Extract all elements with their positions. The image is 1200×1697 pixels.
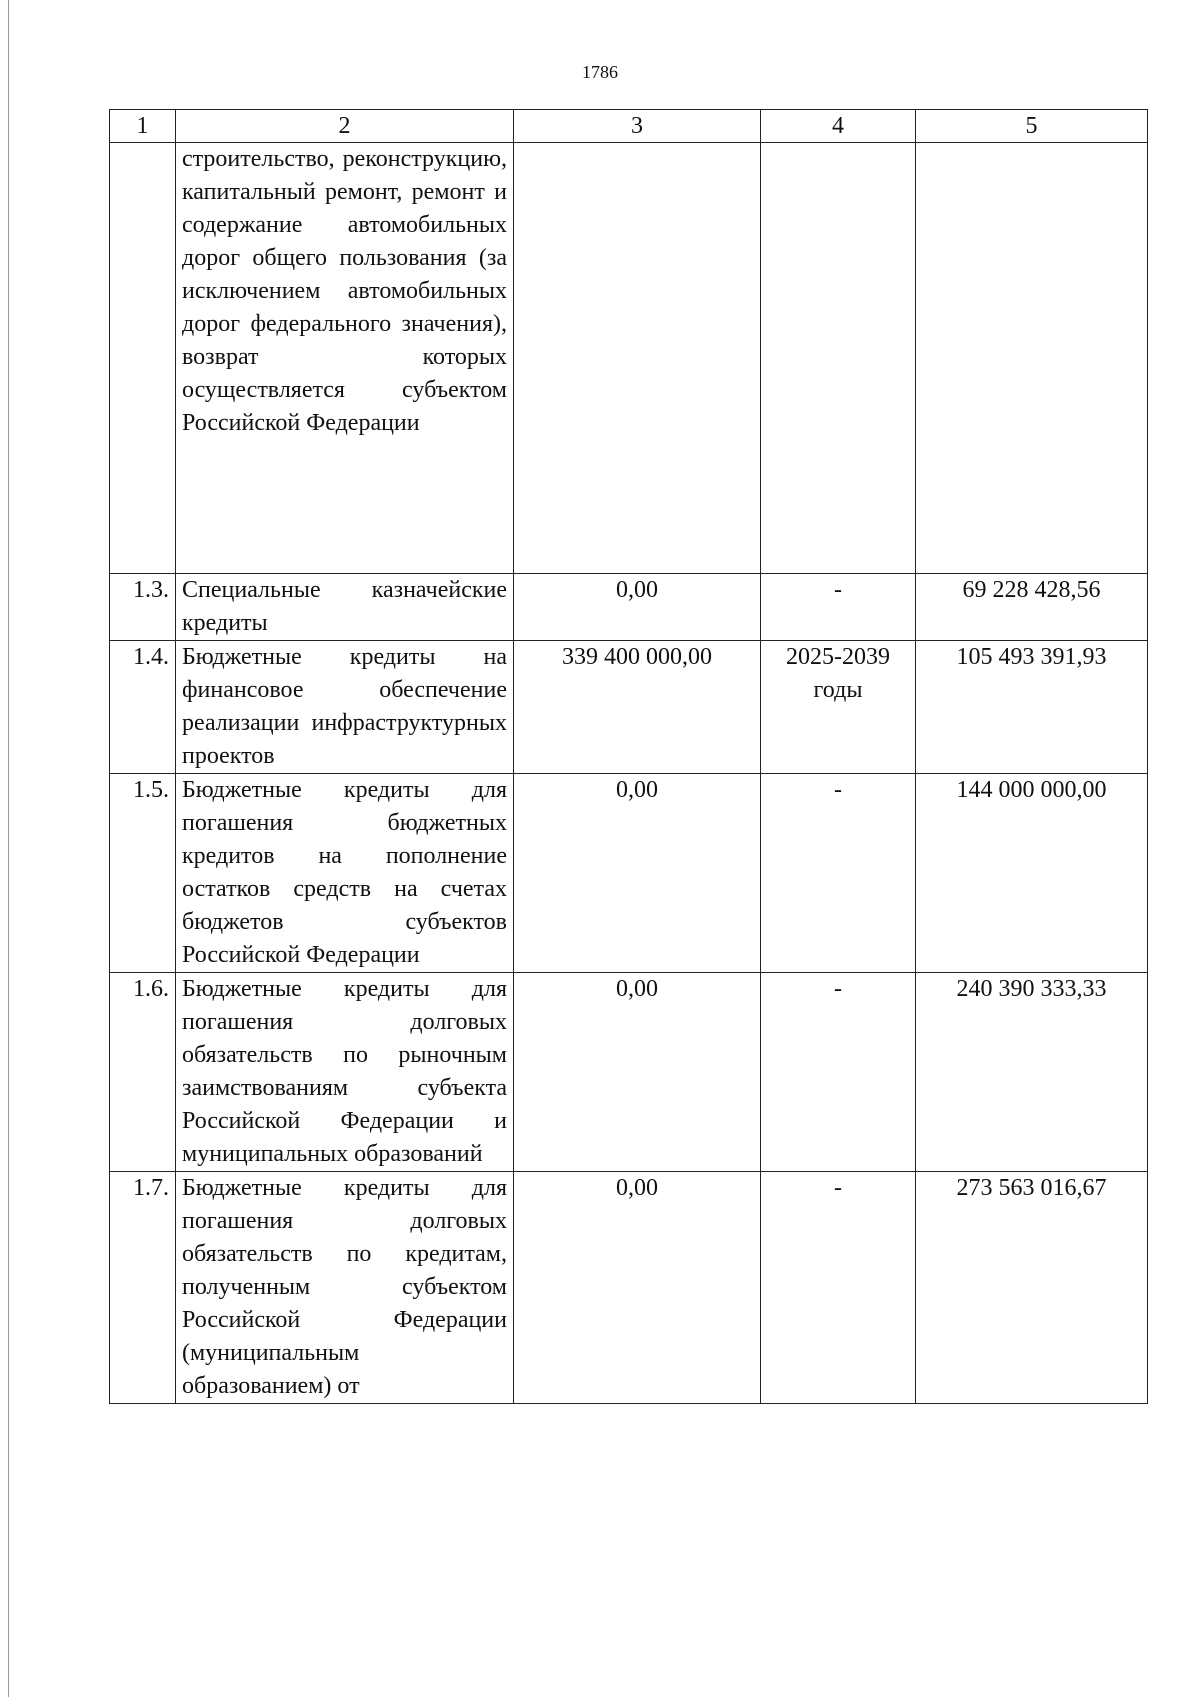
cell-col3: 0,00: [514, 574, 761, 641]
cell-name: строительство, реконструкцию, капитальный ремонт, ремонт и содержание автомобильных дорог общего пользования (за исключением автомобильных дорог федерального значения), возврат которых осуществляется субъектом Российской Федерации: [176, 143, 514, 574]
cell-col5: 273 563 016,67: [916, 1172, 1148, 1404]
cell-col4: -: [761, 774, 916, 973]
cell-name: Специальные казначейские кредиты: [176, 574, 514, 641]
table-row-1-7: [110, 1172, 1148, 1404]
cell-col5: 144 000 000,00: [916, 774, 1148, 973]
table-row-1-6: [110, 973, 1148, 1172]
cell-name: Бюджетные кредиты для погашения бюджетных кредитов на пополнение остатков средств на счетах бюджетов субъектов Российской Федерации: [176, 774, 514, 973]
table-row-1-5: [110, 774, 1148, 973]
cell-col4: [761, 143, 916, 574]
cell-col3: 0,00: [514, 774, 761, 973]
cell-col4: -: [761, 973, 916, 1172]
table-row-1-4: [110, 641, 1148, 774]
debt-table: [109, 109, 1148, 1404]
cell-col4: 2025-2039 годы: [761, 641, 916, 774]
cell-num: 1.6.: [110, 973, 176, 1172]
header-col-2: 2: [176, 110, 514, 143]
header-col-5: 5: [916, 110, 1148, 143]
cell-num: [110, 143, 176, 574]
cell-col3: [514, 143, 761, 574]
cell-col3: 0,00: [514, 973, 761, 1172]
header-col-4: 4: [761, 110, 916, 143]
cell-col5: 105 493 391,93: [916, 641, 1148, 774]
table-row-continuation: [110, 143, 1148, 574]
cell-col5: 69 228 428,56: [916, 574, 1148, 641]
header-col-3: 3: [514, 110, 761, 143]
cell-num: 1.5.: [110, 774, 176, 973]
table-header-row: [110, 110, 1148, 143]
cell-num: 1.3.: [110, 574, 176, 641]
page-number: 1786: [582, 62, 618, 82]
cell-col4: -: [761, 574, 916, 641]
cell-num: 1.4.: [110, 641, 176, 774]
cell-col4: -: [761, 1172, 916, 1404]
cell-name: Бюджетные кредиты для погашения долговых обязательств по кредитам, полученным субъектом Российской Федерации (муниципальным образованием) от: [176, 1172, 514, 1404]
cell-col3: 339 400 000,00: [514, 641, 761, 774]
table-row-1-3: [110, 574, 1148, 641]
header-col-1: 1: [110, 110, 176, 143]
page-left-edge-line: [8, 0, 9, 1697]
cell-col5: 240 390 333,33: [916, 973, 1148, 1172]
cell-name: Бюджетные кредиты для погашения долговых обязательств по рыночным заимствованиям субъекта Российской Федерации и муниципальных образований: [176, 973, 514, 1172]
cell-col3: 0,00: [514, 1172, 761, 1404]
cell-num: 1.7.: [110, 1172, 176, 1404]
cell-col5: [916, 143, 1148, 574]
cell-name: Бюджетные кредиты на финансовое обеспечение реализации инфраструктурных проектов: [176, 641, 514, 774]
